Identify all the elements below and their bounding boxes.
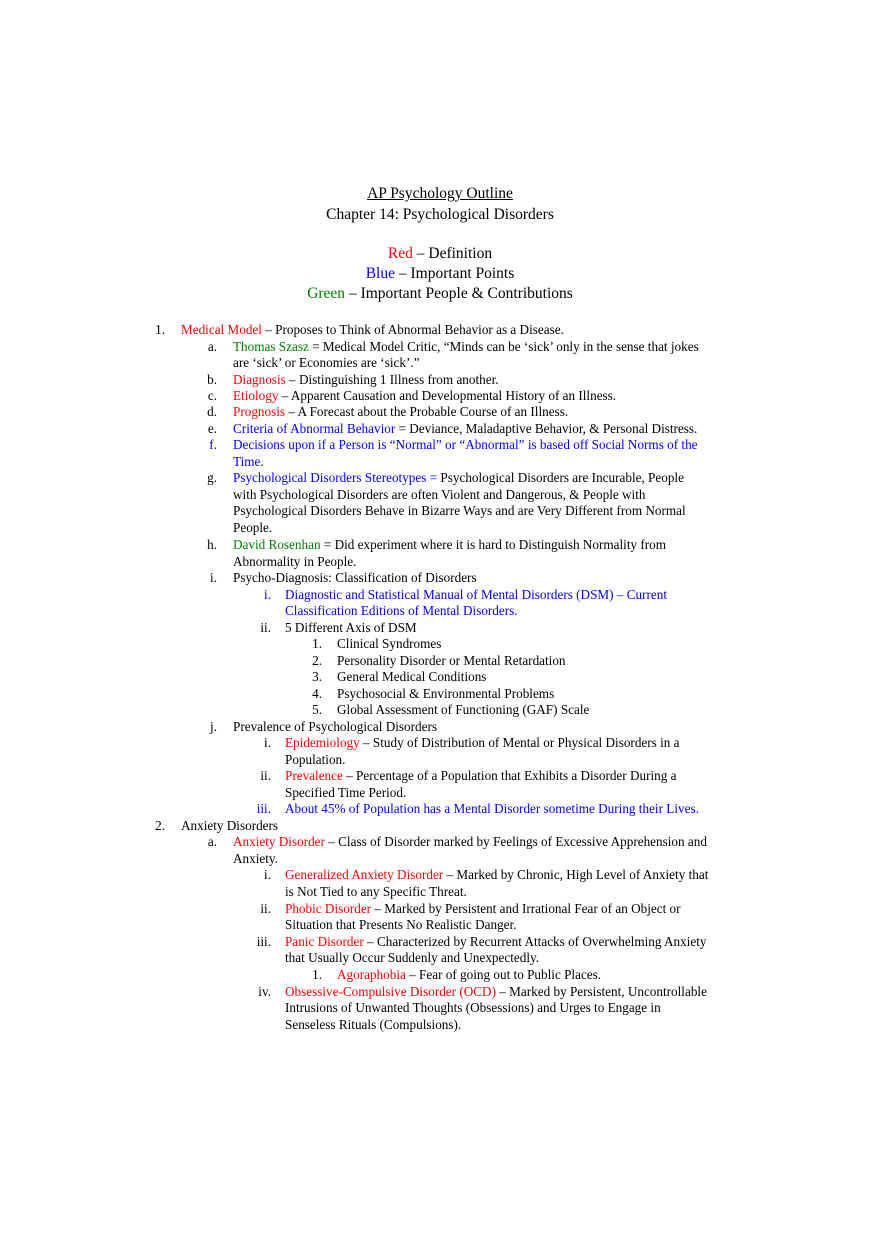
list-marker: i.	[264, 867, 271, 882]
outline-item-phobic-disorder: Phobic Disorder – Marked by Persistent and Irrational Fear of an Object or	[285, 901, 681, 916]
list-marker: 1.	[312, 967, 322, 982]
outline-item-criteria: Criteria of Abnormal Behavior = Deviance, Maladaptive Behavior, & Personal Distress.	[233, 421, 698, 436]
outline-item-diagnosis: Diagnosis – Distinguishing 1 Illness from another.	[233, 372, 499, 387]
outline-item-continuation: Situation that Presents No Realistic Danger.	[285, 917, 517, 932]
list-marker: 4.	[312, 686, 322, 701]
outline-item-dsm-axis: 5 Different Axis of DSM	[285, 620, 417, 635]
list-marker: iv.	[258, 984, 271, 999]
outline-item-continuation: Specified Time Period.	[285, 785, 407, 800]
list-marker: b.	[207, 372, 217, 387]
outline-item-continuation: with Psychological Disorders are often Violent and Dangerous, & People with	[233, 487, 646, 502]
outline-item-anxiety-disorder: Anxiety Disorder – Class of Disorder marked by Feelings of Excessive Apprehension and	[233, 834, 707, 849]
list-marker: 1.	[155, 322, 165, 337]
outline-item-etiology: Etiology – Apparent Causation and Developmental History of an Illness.	[233, 388, 617, 403]
outline-item-continuation: are ‘sick’ or Economies are ‘sick’.”	[233, 355, 420, 370]
outline-item-continuation: Psychological Disorders Behave in Bizarre Ways and are Very Different from Normal	[233, 503, 686, 518]
outline-item-continuation: Senseless Rituals (Compulsions).	[285, 1017, 462, 1032]
list-marker: g.	[207, 470, 217, 485]
document-title: AP Psychology Outline	[367, 185, 513, 202]
list-marker: j.	[210, 719, 217, 734]
outline-item-medical-model: Medical Model – Proposes to Think of Abnormal Behavior as a Disease.	[181, 322, 564, 337]
list-marker: ii.	[260, 620, 271, 635]
outline-item-continuation: People.	[233, 520, 273, 535]
legend-red: Red – Definition	[387, 245, 493, 262]
outline-item-continuation: is Not Tied to any Specific Threat.	[285, 884, 467, 899]
outline-item-45-percent: About 45% of Population has a Mental Disorder sometime During their Lives.	[285, 801, 699, 816]
list-marker: f.	[209, 437, 217, 452]
list-item: Personality Disorder or Mental Retardation	[337, 653, 566, 668]
outline-item-david-rosenhan: David Rosenhan = Did experiment where it is hard to Distinguish Normality from	[233, 537, 667, 552]
list-marker: i.	[264, 735, 271, 750]
outline-item-continuation: Anxiety.	[233, 851, 278, 866]
outline-item-continuation: Abnormality in People.	[233, 554, 357, 569]
list-marker: 1.	[312, 636, 322, 651]
list-marker: ii.	[260, 901, 271, 916]
outline-item-panic-disorder: Panic Disorder – Characterized by Recurrent Attacks of Overwhelming Anxiety	[285, 934, 707, 949]
list-marker: a.	[207, 834, 217, 849]
chapter-title: Chapter 14: Psychological Disorders	[326, 206, 554, 223]
outline-item-ocd: Obsessive-Compulsive Disorder (OCD) – Marked by Persistent, Uncontrollable	[285, 984, 707, 999]
outline-item-prevalence-section: Prevalence of Psychological Disorders	[233, 719, 437, 734]
list-item: Psychosocial & Environmental Problems	[337, 686, 555, 701]
list-item: Clinical Syndromes	[337, 636, 442, 651]
outline-item-thomas-szasz: Thomas Szasz = Medical Model Critic, “Minds can be ‘sick’ only in the sense that jokes	[233, 339, 699, 354]
outline-item-continuation: that Usually Occur Suddenly and Unexpectedly.	[285, 950, 540, 965]
outline-item-anxiety-disorders: Anxiety Disorders	[181, 818, 279, 833]
outline-item-gad: Generalized Anxiety Disorder – Marked by Chronic, High Level of Anxiety that	[285, 867, 709, 882]
legend-blue: Blue – Important Points	[365, 265, 515, 282]
legend-green: Green – Important People & Contributions	[307, 285, 573, 302]
list-item: General Medical Conditions	[337, 669, 487, 684]
outline-item-prognosis: Prognosis – A Forecast about the Probable Course of an Illness.	[233, 404, 569, 419]
list-marker: i.	[210, 570, 217, 585]
outline-item-agoraphobia: Agoraphobia – Fear of going out to Public Places.	[337, 967, 602, 982]
list-marker: 2.	[155, 818, 165, 833]
outline-item-dsm: Diagnostic and Statistical Manual of Mental Disorders (DSM) – Current	[285, 587, 667, 602]
list-marker: h.	[207, 537, 217, 552]
outline-item-stereotypes: Psychological Disorders Stereotypes = Psychological Disorders are Incurable, People	[233, 470, 684, 485]
outline-item-prevalence: Prevalence – Percentage of a Population that Exhibits a Disorder During a	[285, 768, 677, 783]
list-marker: c.	[207, 388, 217, 403]
list-marker: ii.	[260, 768, 271, 783]
list-marker: 5.	[312, 702, 322, 717]
list-marker: e.	[207, 421, 217, 436]
list-marker: iii.	[256, 801, 271, 816]
list-item: Global Assessment of Functioning (GAF) Scale	[337, 702, 590, 717]
outline-item-continuation: Classification Editions of Mental Disorders.	[285, 603, 518, 618]
list-marker: a.	[207, 339, 217, 354]
outline-item-social-norms: Decisions upon if a Person is “Normal” or “Abnormal” is based off Social Norms of the	[233, 437, 698, 452]
list-marker: iii.	[256, 934, 271, 949]
outline-item-psycho-diagnosis: Psycho-Diagnosis: Classification of Disorders	[233, 570, 477, 585]
outline-item-continuation: Intrusions of Unwanted Thoughts (Obsessions) and Urges to Engage in	[285, 1000, 661, 1015]
list-marker: 3.	[312, 669, 322, 684]
outline-item-continuation: Population.	[285, 752, 346, 767]
list-marker: i.	[264, 587, 271, 602]
list-marker: 2.	[312, 653, 322, 668]
list-marker: d.	[207, 404, 217, 419]
outline-item-continuation: Time.	[233, 454, 264, 469]
outline-item-epidemiology: Epidemiology – Study of Distribution of Mental or Physical Disorders in a	[285, 735, 680, 750]
